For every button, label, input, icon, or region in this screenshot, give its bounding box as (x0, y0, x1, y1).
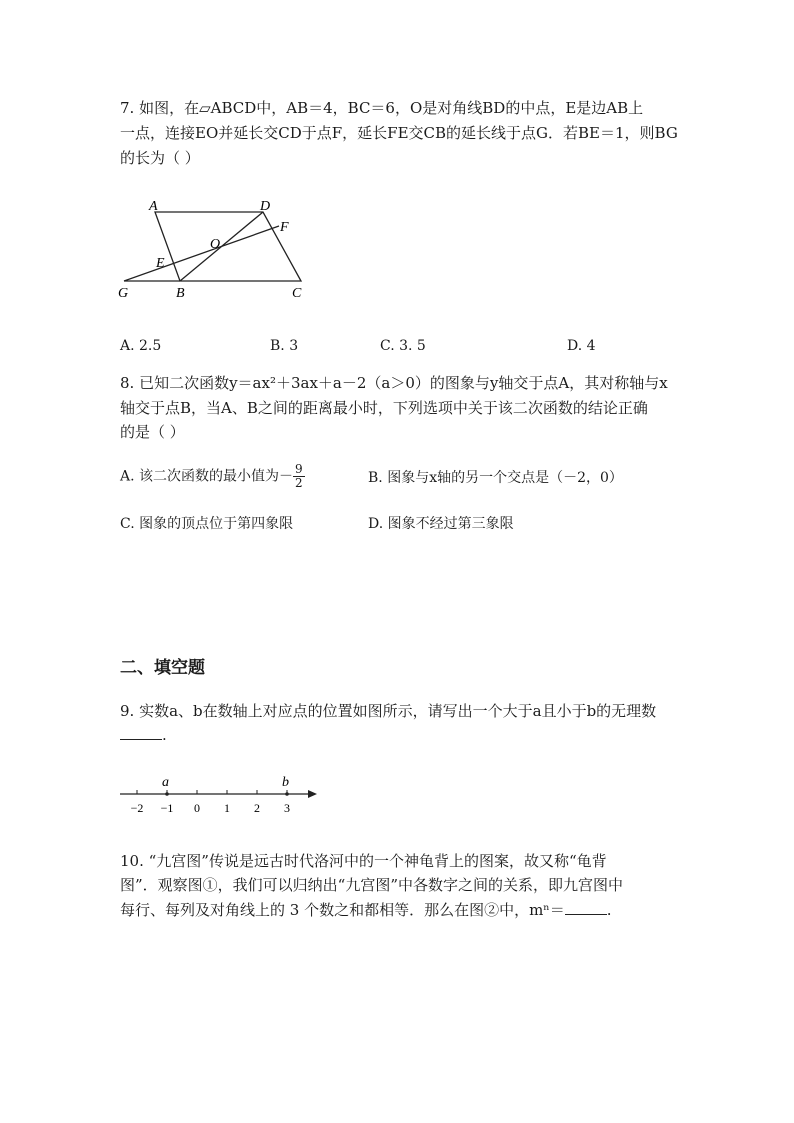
q9-period: . (162, 726, 167, 744)
q10-line-2: 图”．观察图①，我们可以归纳出“九宫图”中各数字之间的关系，即九宫图中 (120, 876, 624, 894)
tick-label: 0 (194, 801, 200, 815)
tick-label: −1 (160, 801, 174, 815)
q7-line-3: 的长为（ ） (120, 149, 200, 167)
tick-label: −2 (130, 801, 144, 815)
q7-option-d: D. 4 (567, 338, 596, 354)
label-a: A (149, 199, 158, 214)
label-b: B (176, 286, 185, 301)
q10-line-3-text: 每行、每列及对角线上的 3 个数之和都相等．那么在图②中，mⁿ＝ (120, 901, 565, 919)
q7-line-2: 一点，连接EO并延长交CD于点F，延长FE交CB的延长线于点G．若BE＝1，则BG (120, 124, 678, 142)
q8-option-a-text: A. 该二次函数的最小值为 (120, 468, 280, 485)
fraction-denominator: 2 (295, 476, 303, 490)
label-c: C (292, 286, 302, 301)
q7-parallelogram-figure (110, 190, 320, 305)
axis-arrow-icon (308, 790, 317, 798)
q7-option-c: C. 3. 5 (380, 338, 426, 354)
q8-option-b: B. 图象与x轴的另一个交点是（－2，0） (368, 470, 623, 486)
tick-label: 2 (254, 801, 260, 815)
section-title: 二、填空题 (120, 658, 205, 678)
q8-option-d: D. 图象不经过第三象限 (368, 516, 514, 532)
q9-line-1: 9. 实数a、b在数轴上对应点的位置如图所示，请写出一个大于a且小于b的无理数 (120, 702, 657, 720)
fraction-numerator: 9 (295, 462, 303, 476)
q10-answer-blank[interactable] (565, 900, 607, 915)
point-b-label: b (282, 775, 289, 790)
q8-option-c: C. 图象的顶点位于第四象限 (120, 516, 294, 532)
line-gf (124, 226, 279, 281)
q9-number-line (115, 770, 325, 820)
label-f: F (280, 220, 289, 235)
q7-option-a: A. 2.5 (120, 338, 162, 354)
point-a-dot (165, 792, 169, 796)
q8-line-1: 8. 已知二次函数y＝ax²＋3ax＋a－2（a＞0）的图象与y轴交于点A，其对称轴与x (120, 374, 668, 392)
tick-label: 1 (224, 801, 230, 815)
q7-option-b: B. 3 (270, 338, 299, 354)
q10-period: . (606, 901, 612, 919)
fraction-nine-halves (293, 463, 305, 490)
q8-option-a (120, 463, 305, 490)
label-d: D (260, 199, 271, 214)
q9-line-2 (120, 724, 167, 746)
point-a-label: a (162, 775, 169, 790)
point-b-dot (285, 792, 289, 796)
q10-line-3 (120, 899, 612, 921)
q9-answer-blank[interactable] (120, 725, 162, 740)
tick-label: 3 (284, 801, 290, 815)
q8-line-2: 轴交于点B，当A、B之间的距离最小时，下列选项中关于该二次函数的结论正确 (120, 399, 648, 417)
q8-option-a-minus: － (279, 468, 294, 485)
q10-line-1: 10. “九宫图”传说是远古时代洛河中的一个神龟背上的图案，故又称“龟背 (120, 852, 607, 870)
label-o: O (210, 237, 221, 252)
label-g: G (118, 286, 129, 301)
q7-line-1: 7. 如图，在▱ABCD中，AB＝4，BC＝6，O是对角线BD的中点，E是边AB上 (120, 99, 644, 117)
q8-line-3: 的是（ ） (120, 423, 185, 441)
label-e: E (156, 256, 165, 271)
